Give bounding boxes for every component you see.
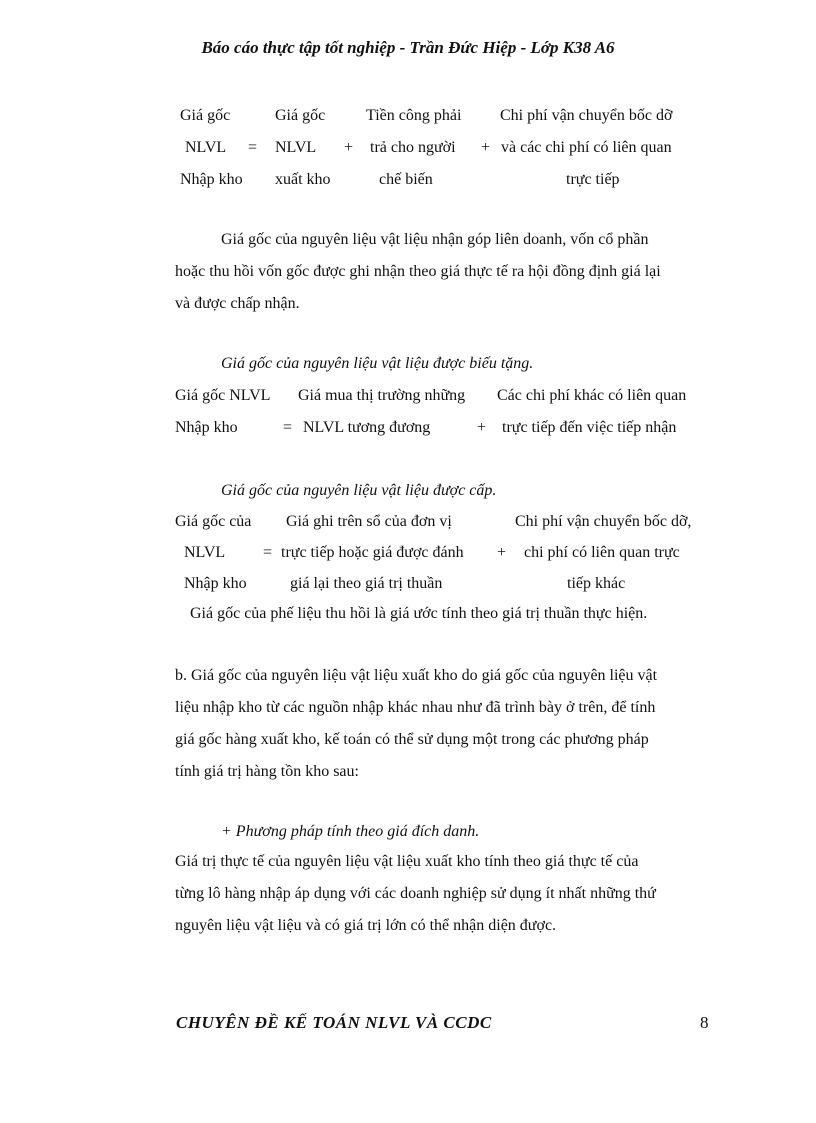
f2-row2-b: NLVL tương đương [303,419,431,436]
f3-col1-line1: Giá gốc của [175,513,252,530]
heading-donated: Giá gốc của nguyên liệu vật liệu được biếu tặng. [221,355,534,372]
para1-line3: và được chấp nhận. [175,295,300,312]
f2-row2-a: Nhập kho [175,419,238,436]
f1-col4-line1: Chi phí vận chuyển bốc dỡ [500,107,673,124]
f1-col3-line2: trả cho người [370,139,456,156]
f3-col2-line1: Giá ghi trên sổ của đơn vị [286,513,452,530]
paraB-line3: giá gốc hàng xuất kho, kế toán có thể sử dụng một trong các phương pháp [175,731,649,748]
f3-equals: = [263,544,273,561]
page-header: Báo cáo thực tập tốt nghiệp - Trần Đức Hiệp - Lớp K38 A6 [201,38,615,57]
method-line3: nguyên liệu vật liệu và có giá trị lớn có thể nhận diện được. [175,917,557,934]
method-line2: từng lô hàng nhập áp dụng với các doanh nghiệp sử dụng ít nhất những thứ [175,885,656,902]
f2-row2-c: trực tiếp đến việc tiếp nhận [502,419,677,436]
f1-plus1: + [344,139,354,156]
f1-col2-line2: NLVL [275,139,317,156]
f2-plus: + [477,419,487,436]
f2-equals: = [283,419,293,436]
paraB-line2: liệu nhập kho từ các nguồn nhập khác nhau như đã trình bày ở trên, để tính [175,699,656,716]
f3-col2-line3: giá lại theo giá trị thuần [290,575,443,592]
f2-row1-a: Giá gốc NLVL [175,387,271,404]
f1-col3-line1: Tiền công phải [366,107,462,124]
paraB-line1: b. Giá gốc của nguyên liệu vật liệu xuất kho do giá gốc của nguyên liệu vật [175,667,658,684]
f3-col3-line3: tiếp khác [567,575,626,592]
f1-col1-line2: NLVL [185,139,227,156]
page-number: 8 [700,1013,709,1032]
f3-col3-line2: chi phí có liên quan trực [524,544,680,561]
f3-col2-line2: trực tiếp hoặc giá được đánh [281,544,464,561]
f1-col4-line2: và các chi phí có liên quan [501,139,672,156]
f1-col1-line1: Giá gốc [180,107,231,124]
method-line1: Giá trị thực tế của nguyên liệu vật liệu xuất kho tính theo giá thực tế của [175,853,639,870]
para1-line1: Giá gốc của nguyên liệu vật liệu nhận góp liên doanh, vốn cổ phần [221,231,649,248]
page-footer-title: CHUYÊN ĐỀ KẾ TOÁN NLVL VÀ CCDC [176,1013,492,1032]
f3-col1-line3: Nhập kho [184,575,247,592]
f2-row1-c: Các chi phí khác có liên quan [497,387,687,404]
heading-allocated: Giá gốc của nguyên liệu vật liệu được cấp. [221,482,497,499]
f1-col2-line3: xuất kho [275,171,331,188]
f2-row1-b: Giá mua thị trường những [298,387,466,404]
f1-col1-line3: Nhập kho [180,171,243,188]
f1-equals: = [248,139,258,156]
f1-col2-line1: Giá gốc [275,107,326,124]
para1-line2: hoặc thu hồi vốn gốc được ghi nhận theo giá thực tế ra hội đồng định giá lại [175,263,661,280]
f1-col3-line3: chế biến [379,171,433,188]
scrap-value-sentence: Giá gốc của phế liệu thu hồi là giá ước tính theo giá trị thuần thực hiện. [190,605,648,622]
f3-col3-line1: Chi phí vận chuyển bốc dỡ, [515,513,692,530]
paraB-line4: tính giá trị hàng tồn kho sau: [175,763,359,780]
method-heading: + Phương pháp tính theo giá đích danh. [221,823,480,840]
f1-col4-line3: trực tiếp [566,171,620,188]
f3-plus: + [497,544,507,561]
f1-plus2: + [481,139,491,156]
f3-col1-line2: NLVL [184,544,226,561]
